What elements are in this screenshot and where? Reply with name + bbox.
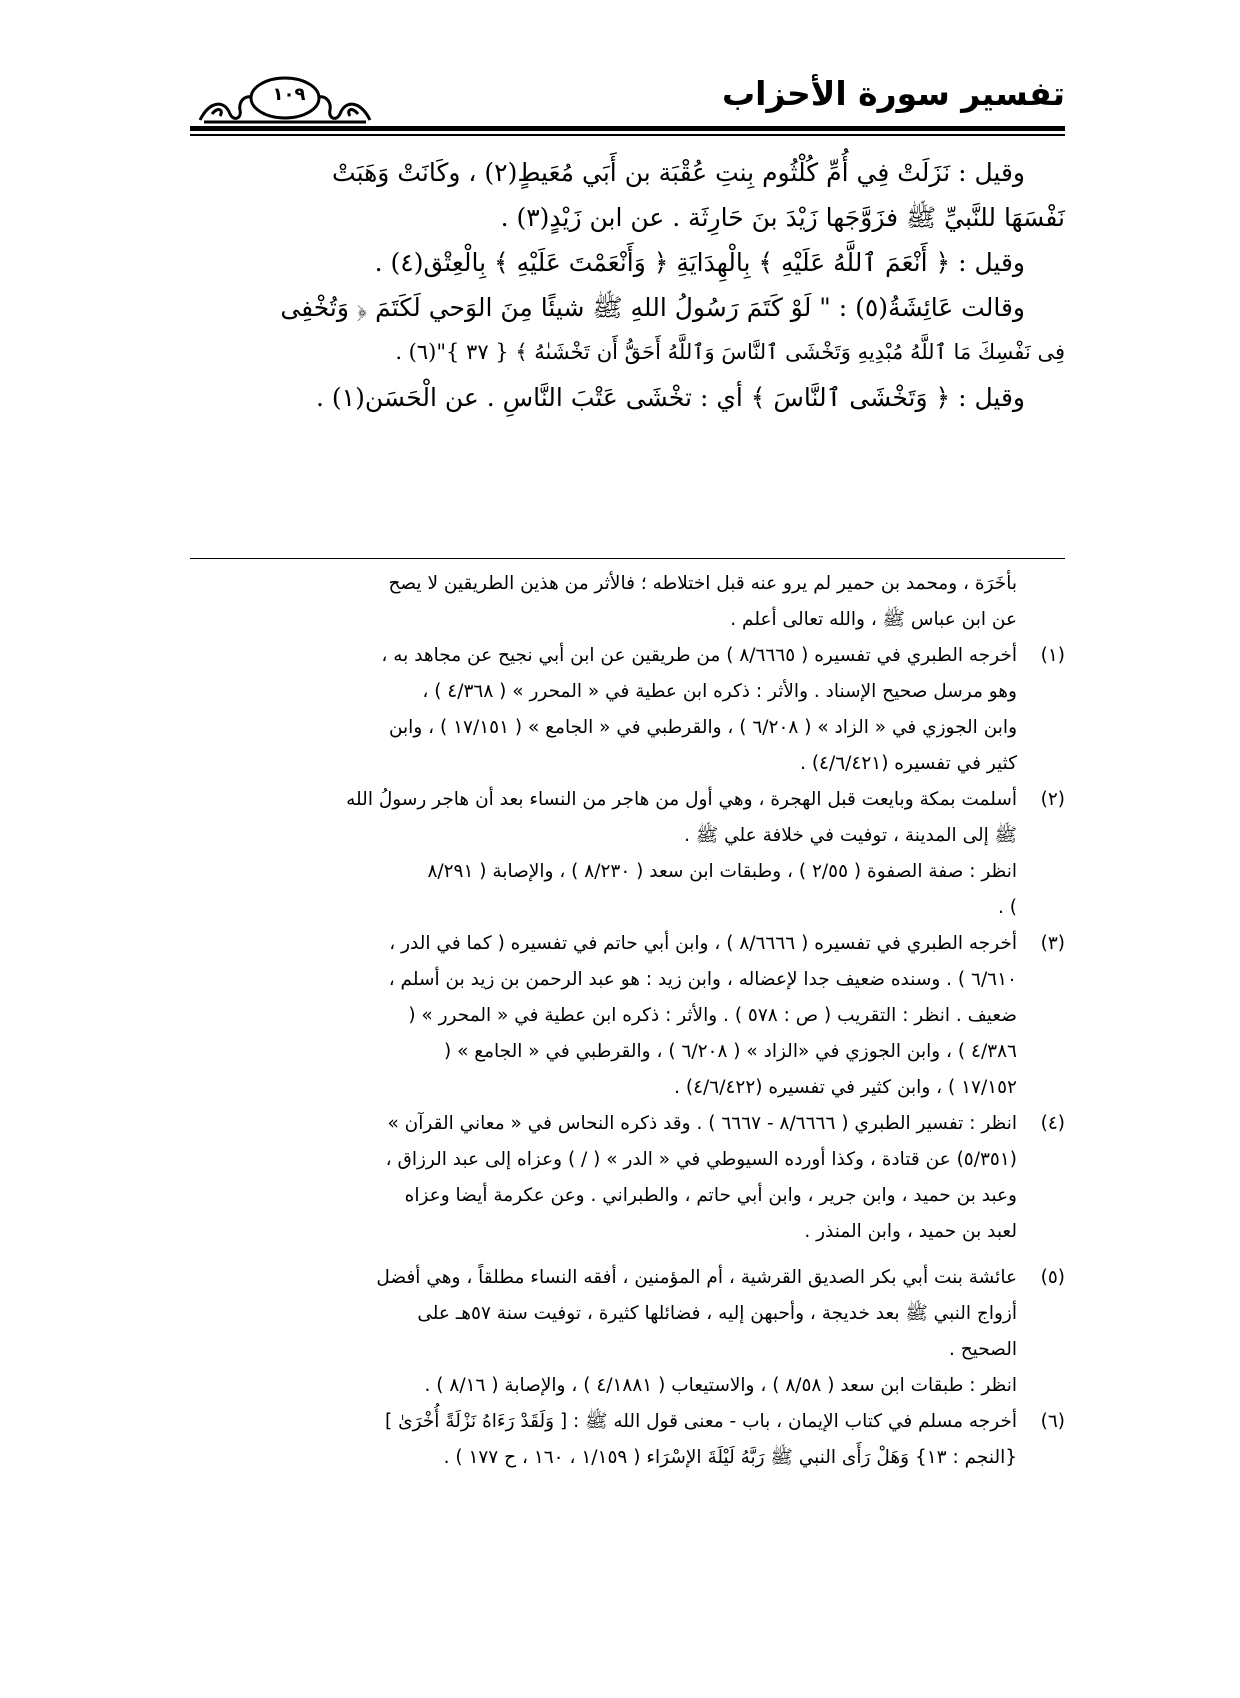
footnote-line: أخرجه مسلم في كتاب الإيمان ، باب - معنى قول الله ﷺ : [ وَلَقَدْ رَءَاهُ نَزْلَةً أُخْرَىٰ ] [385,1411,1017,1432]
footnote-line: الصحيح . [948,1339,1017,1360]
footnote-line: عائشة بنت أبي بكر الصديق القرشية ، أم المؤمنين ، أفقه النساء مطلقاً ، وهي أفضل [376,1267,1017,1288]
footnote-number: (١) [1040,645,1065,666]
main-text [190,150,1065,420]
main-line: وقيل : نَزَلَتْ فِي أُمِّ كُلْثُوم بِنتِ عُقْبَة بن أَبَي مُعَيطٍ(٢) ، وكَانَتْ وَهَبَتْ [332,158,1025,187]
header-rule-thin [190,134,1065,136]
main-line: نَفْسَهَا للنَّبيِّ ﷺ فزَوَّجَها زَيْدَ بنَ حَارِثَة . عن ابن زَيْدٍ(٣) . [500,203,1065,232]
footnote-line: ١٧/١٥٢ ) ، وابن كثير في تفسيره (٤/٦/٤٢٢) . [674,1077,1017,1098]
main-line: وقالت عَائِشَةُ(٥) : " لَوْ كَتَمَ رَسُولُ اللهِ ﷺ شيئًا مِنَ الوَحي لَكَتَمَ ﴿ وَتُخْفِى [280,293,1025,322]
footnote-line: انظر : تفسير الطبري ( ٨/٦٦٦٦ - ٦٦٦٧ ) . وقد ذكره النحاس في « معاني القرآن » [387,1113,1017,1134]
header-rule-thick [190,126,1065,131]
footnote-line: وابن الجوزي في « الزاد » ( ٦/٢٠٨ ) ، والقرطبي في « الجامع » ( ١٧/١٥١ ) ، وابن [388,717,1017,738]
footnote-line: لعبد بن حميد ، وابن المنذر . [804,1221,1017,1242]
footnote-line: أزواج النبي ﷺ بعد خديجة ، وأحبهن إليه ، فضائلها كثيرة ، توفيت سنة ٥٧هـ على [417,1303,1017,1324]
footnote-line: {النجم : ١٣} وَهَلْ رَأَى النبي ﷺ رَبَّهُ لَيْلَةَ الإسْرَاء ( ١/١٥٩ ، ١٦٠ ، ح ١٧٧ ) . [443,1447,1017,1468]
footnote-line: (٥/٣٥١) عن قتادة ، وكذا أورده السيوطي في « الدر » ( / ) وعزاه إلى عبد الرزاق ، [385,1149,1017,1170]
footnote-number: (٦) [1040,1411,1065,1432]
main-line: فِى نَفْسِكَ مَا ٱللَّهُ مُبْدِيهِ وَتَخْشَى ٱلنَّاسَ وَٱللَّهُ أَحَقُّ أَن تَخْشَىٰهُ ﴾ { ٣٧ }"(٦) . [395,340,1065,364]
footnote-1 [190,638,1065,782]
page-number: ١٠٩ [272,84,306,105]
footnote-number: (٤) [1040,1113,1065,1134]
footnote-5 [190,1260,1065,1404]
footnote-6 [190,1404,1065,1476]
footnote-line: ) . [998,897,1017,918]
footnote-line: ضعيف . انظر : التقريب ( ص : ٥٧٨ ) . والأثر : ذكره ابن عطية في « المحرر » ( [408,1005,1017,1026]
footnote-line: أخرجه الطبري في تفسيره ( ٨/٦٦٦٥ ) من طريقين عن ابن أبي نجيح عن مجاهد به ، [381,645,1017,666]
footnote-line: كثير في تفسيره (٤/٦/٤٢١) . [800,753,1017,774]
spacer [190,1250,1065,1260]
main-line: وقيل : ﴿ وَتَخْشَى ٱلنَّاسَ ﴾ أي : تخْشَى عَتْبَ النَّاسِ . عن الْحَسَن(١) . [316,383,1025,412]
page-header [190,64,1065,134]
footnote-line: أخرجه الطبري في تفسيره ( ٨/٦٦٦٦ ) ، وابن أبي حاتم في تفسيره ( كما في الدر ، [389,933,1017,954]
footnote-line: وعبد بن حميد ، وابن جرير ، وابن أبي حاتم ، والطبراني . وعن عكرمة أيضا وعزاه [404,1185,1017,1206]
main-line: وقيل : ﴿ أَنْعَمَ ٱللَّهُ عَلَيْهِ ﴾ بِالْهِدَايَةِ ﴿ وَأَنْعَمْتَ عَلَيْهِ ﴾ بِالْعِتْق(٤) . [374,248,1025,277]
footnote-line: وهو مرسل صحيح الإسناد . والأثر : ذكره ابن عطية في « المحرر » ( ٤/٣٦٨ ) ، [422,681,1017,702]
footnote-separator [190,558,1065,559]
footnote-2 [190,782,1065,926]
footnote-continuation-line: بأخَرَة ، ومحمد بن حمير لم يرو عنه قبل اختلاطه ؛ فالأثر من هذين الطريقين لا يصح [388,573,1017,594]
footnote-line: انظر : طبقات ابن سعد ( ٨/٥٨ ) ، والاستيعاب ( ٤/١٨٨١ ) ، والإصابة ( ٨/١٦ ) . [424,1375,1017,1396]
footnote-3 [190,926,1065,1106]
footnote-line: أسلمت بمكة وبايعت قبل الهجرة ، وهي أول من هاجر من النساء بعد أن هاجر رسولُ الله [346,789,1017,810]
footnote-continuation-line: عن ابن عباس ﷺ ، والله تعالى أعلم . [730,609,1017,630]
footnote-number: (٣) [1040,933,1065,954]
footnote-4 [190,1106,1065,1250]
footnote-number: (٥) [1040,1267,1065,1288]
footnotes [190,566,1065,1476]
footnote-line: ٤/٣٨٦ ) ، وابن الجوزي في «الزاد » ( ٦/٢٠٨ ) ، والقرطبي في « الجامع » ( [443,1041,1017,1062]
footnote-line: ٦/٦١٠ ) . وسنده ضعيف جدا لإعضاله ، وابن زيد : هو عبد الرحمن بن زيد بن أسلم ، [388,969,1017,990]
running-title: تفسير سورة الأحزاب [722,74,1065,113]
footnote-line: انظر : صفة الصفوة ( ٢/٥٥ ) ، وطبقات ابن سعد ( ٨/٢٣٠ ) ، والإصابة ( ٨/٢٩١ [427,861,1017,882]
footnote-line: ﷺ إلى المدينة ، توفيت في خلافة علي ﷺ . [684,825,1017,846]
footnote-number: (٢) [1040,789,1065,810]
